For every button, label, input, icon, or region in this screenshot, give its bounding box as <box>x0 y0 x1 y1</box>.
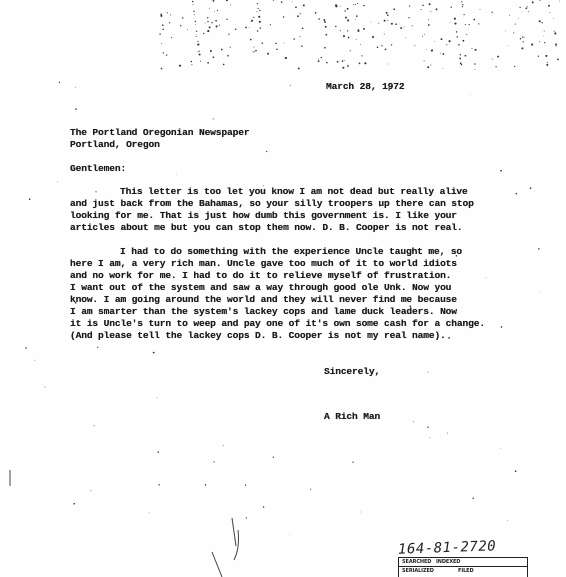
paragraph-2-line: I am smarter than the system's lackey cops and lame duck leaders. Now <box>70 306 457 317</box>
paragraph-2-line: I want out of the system and saw a way through good ole Unk. Now you <box>70 282 452 293</box>
paragraph-2-line: (And please tell the lackey cops D. B. Cooper is not my real name). <box>70 330 446 341</box>
letter-date: March 28, 1972 <box>326 81 405 92</box>
paragraph-2-line: I had to do something with the experience Uncle taught me, so <box>120 246 463 257</box>
file-number-handwritten: 164-81-2720 <box>397 538 497 558</box>
stamp-label-searched: SEARCHED <box>402 559 432 565</box>
paragraph-2-line: know. I am going around the world and they will never find me because <box>70 294 457 305</box>
closing: Sincerely, <box>324 366 381 377</box>
recipient-line-2: Portland, Oregon <box>70 139 160 150</box>
paragraph-1-line: looking for me. That is just how dumb this government is. I like your <box>70 210 457 221</box>
stamp-label-indexed: INDEXED <box>436 559 461 565</box>
stamp-label-filed: FILED <box>458 568 474 574</box>
paragraph-1-line: and just back from the Bahamas, so your silly troopers up there can stop <box>70 198 474 209</box>
paragraph-1-line: articles about me but you can stop them now. D. B. Cooper is not real. <box>70 222 463 233</box>
stamp-divider <box>398 566 528 567</box>
paragraph-2-line: here I am, a very rich man. Uncle gave too much of it to world idiots <box>70 258 457 269</box>
recipient-line-1: The Portland Oregonian Newspaper <box>70 127 250 138</box>
paragraph-1-line: This letter is too let you know I am not dead but really alive <box>120 186 468 197</box>
salutation: Gentlemen: <box>70 163 127 174</box>
signature: A Rich Man <box>324 411 381 422</box>
paragraph-2-line: and no work for me. I had to do it to relieve myself of frustration. <box>70 270 452 281</box>
paragraph-2-line: it is Uncle's turn to weep and pay one of it's own some cash for a change. <box>70 318 485 329</box>
stamp-label-serialized: SERIALIZED <box>402 568 434 574</box>
